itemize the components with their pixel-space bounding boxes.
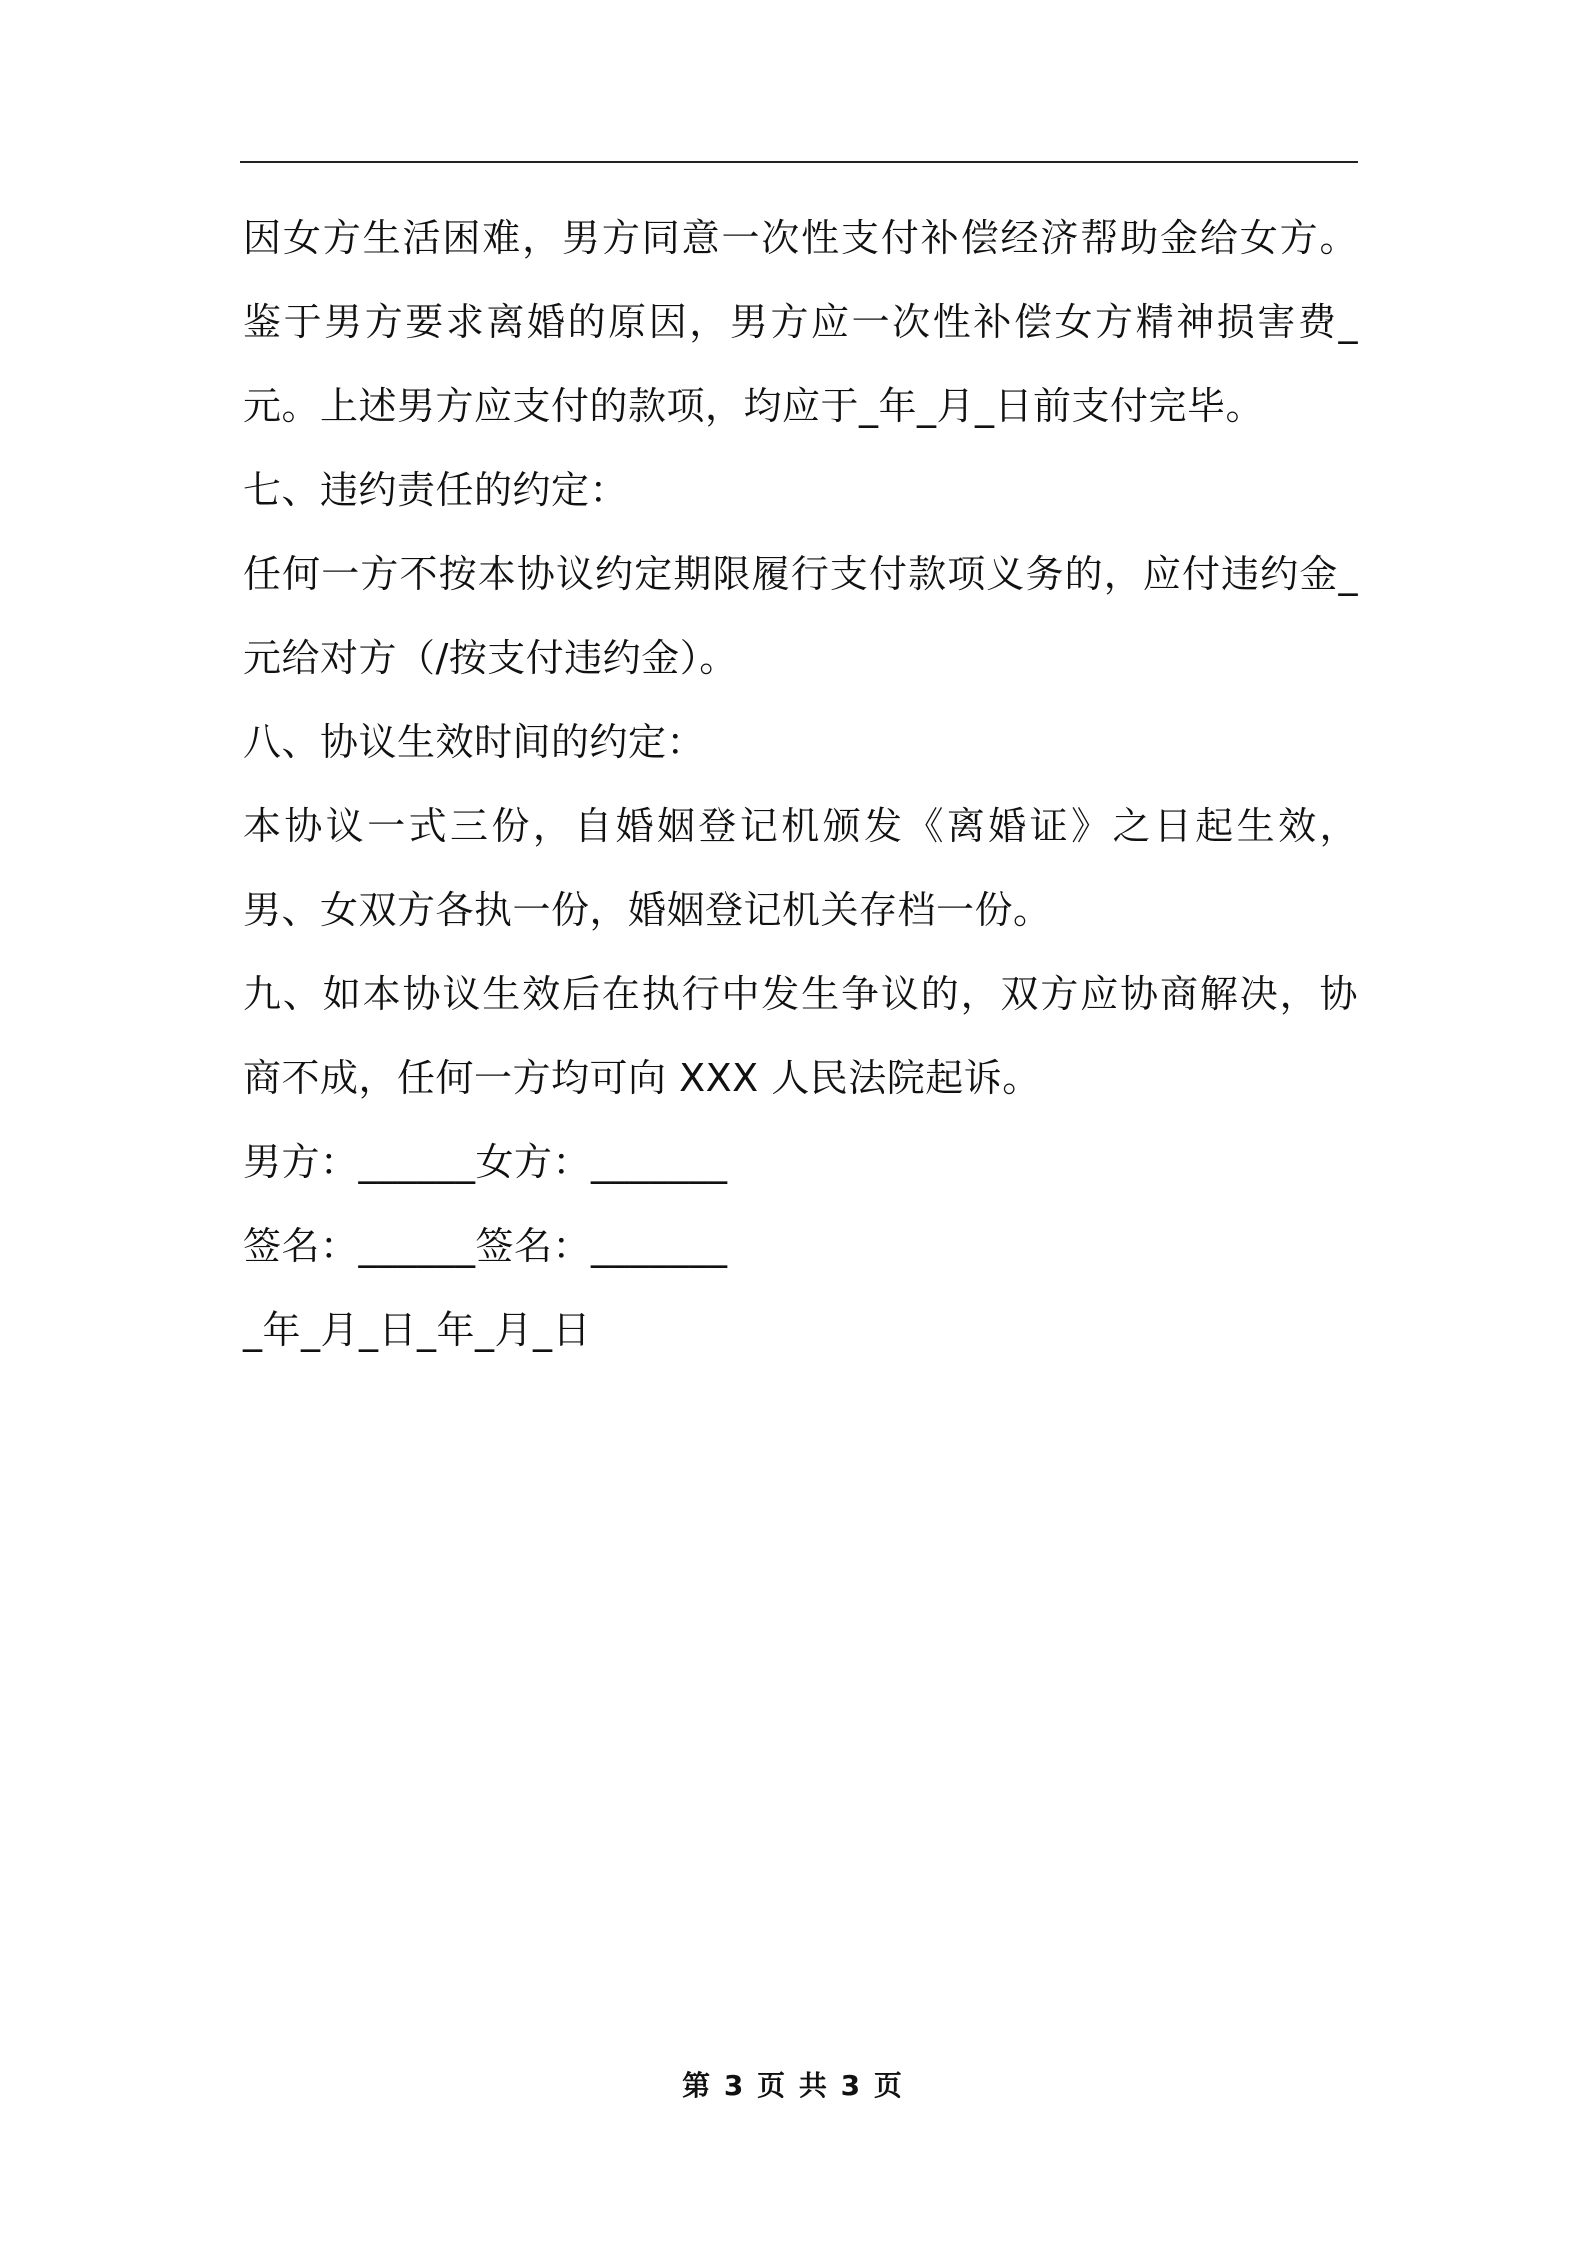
header-divider: [240, 161, 1358, 163]
paragraph-compensation: 因女方生活困难，男方同意一次性支付补偿经济帮助金给女方。鉴于男方要求离婚的原因，男方应一次性补偿女方精神损害费_元。上述男方应支付的款项，均应于_年_月_日前支付完毕。: [243, 216, 1358, 428]
signature-parties-line: 男方：______女方：_______: [243, 1140, 728, 1184]
document-body: [243, 196, 1358, 1372]
page-number: 第 3 页 共 3 页: [682, 2069, 904, 2102]
signature-names-line: 签名：______签名：_______: [243, 1224, 728, 1268]
section-heading-breach: 七、违约责任的约定：: [243, 468, 629, 512]
paragraph-dispute-resolution: 九、如本协议生效后在执行中发生争议的，双方应协商解决，协商不成，任何一方均可向 XXX 人民法院起诉。: [243, 972, 1358, 1100]
signature-dates-line: _年_月_日_年_月_日: [243, 1308, 592, 1352]
section-heading-effective-date: 八、协议生效时间的约定：: [243, 720, 706, 764]
paragraph-breach-penalty: 任何一方不按本协议约定期限履行支付款项义务的，应付违约金_元给对方（/按支付违约金）。: [243, 552, 1358, 680]
paragraph-effective-date: 本协议一式三份，自婚姻登记机颁发《离婚证》之日起生效，男、女双方各执一份，婚姻登记机关存档一份。: [243, 804, 1358, 932]
